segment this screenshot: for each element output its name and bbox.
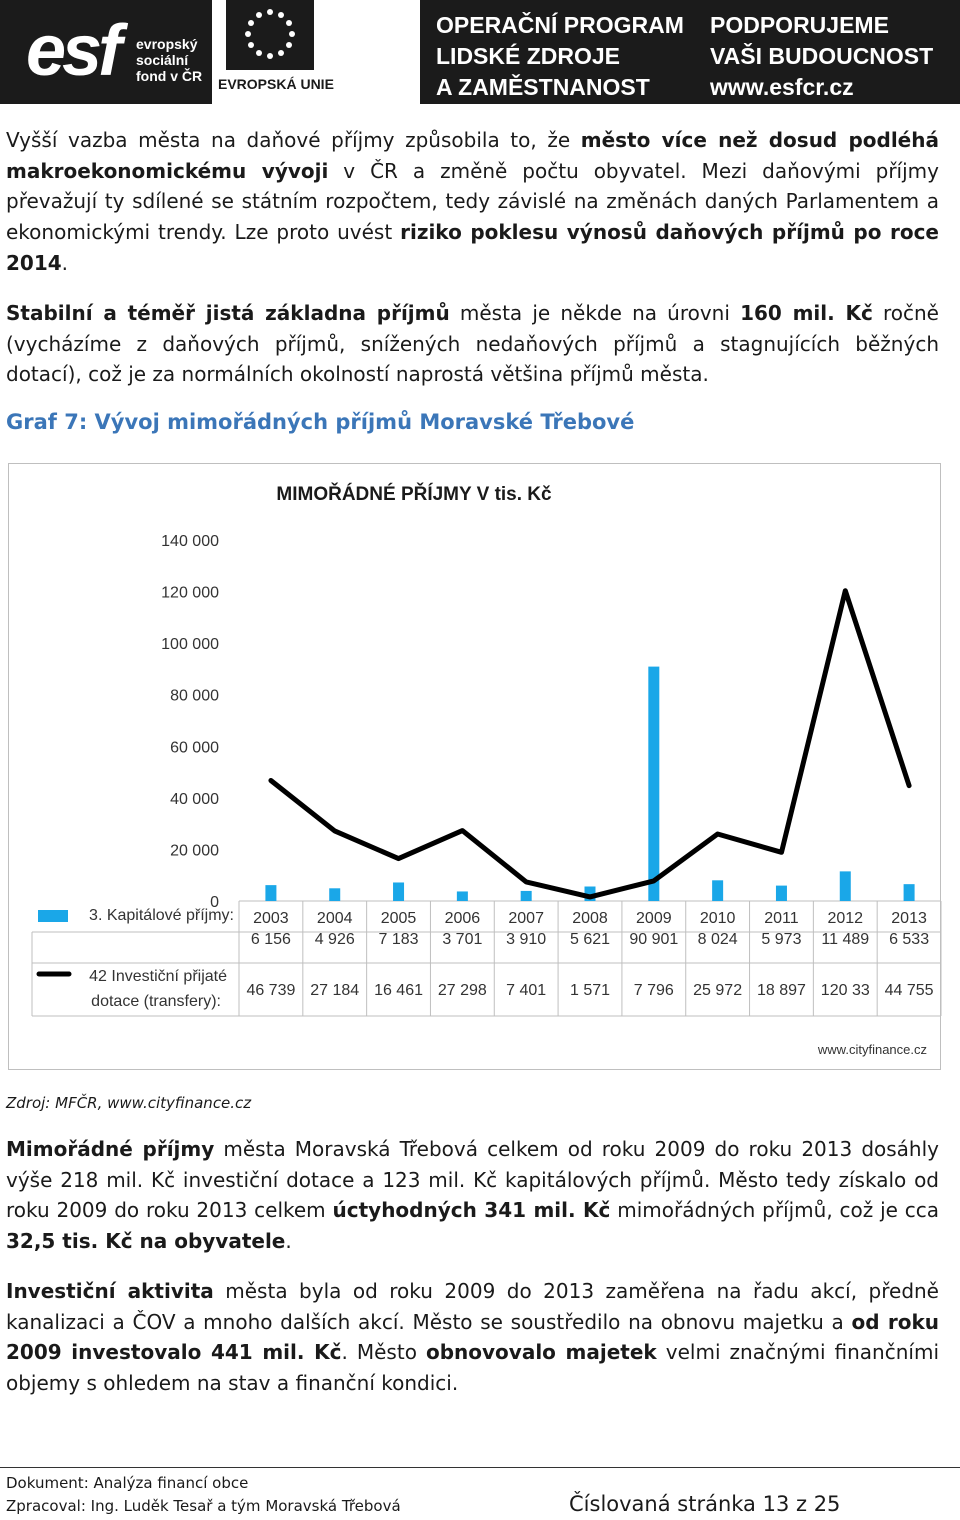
x-category-label: 2003	[253, 910, 289, 927]
emphasis: město více než dosud podléhá makroekonomickému vývoji	[6, 128, 939, 183]
emphasis: 32,5 tis. Kč na obyvatele	[6, 1229, 286, 1254]
chart-frame	[8, 463, 941, 1070]
x-category-label: 2008	[572, 910, 608, 927]
bar-value-label: 3 701	[442, 931, 483, 948]
legend-line-label: dotace (transfery):	[91, 993, 221, 1010]
text: města Moravská Třebová celkem od roku 2009 do roku 2013 dosáhly výše 218 mil. Kč investiční dotace a 123 mil. Kč kapitálových příjmů. Město tedy získalo od roku 2009 do roku 2013 celkem	[6, 1137, 940, 1223]
bar-value-label: 6 533	[889, 931, 930, 948]
support-slogan	[710, 10, 933, 103]
bar-value-label: 5 621	[569, 931, 611, 948]
emphasis: od roku 2009 investovalo 441 mil. Kč	[6, 1309, 939, 1365]
text: ročně (vycházíme z daňových příjmů, snížených nedaňových příjmů a stagnujících běžných dotací), což je za normálních okolností naprostá většina příjmů města.	[6, 301, 939, 387]
capital-income-bar	[648, 667, 659, 901]
legend-bar-label: 3. Kapitálové příjmy:	[89, 907, 234, 924]
paragraph-investment-activity	[6, 1276, 939, 1399]
bar-value-label: 6 156	[250, 931, 291, 948]
emphasis: riziko poklesu výnosů daňových příjmů po roce 2014	[6, 220, 939, 275]
slogan-line: PODPORUJEME	[710, 12, 889, 38]
line-value-label: 18 897	[756, 982, 806, 999]
line-value-label: 27 298	[437, 982, 487, 999]
investment-subsidy-line	[271, 591, 909, 897]
esf-text-line: sociální	[136, 52, 189, 68]
text: velmi značnými finančními objemy s ohledem na stav a finanční kondici.	[6, 1340, 940, 1396]
y-tick-label: 40 000	[170, 790, 219, 808]
chart-watermark: www.cityfinance.cz	[817, 1042, 927, 1057]
esf-logo-block	[0, 0, 212, 104]
y-tick-label: 60 000	[170, 739, 219, 757]
line-value-label: 25 972	[693, 982, 743, 999]
op-title-line: A ZAMĚSTNANOST	[436, 74, 650, 100]
slogan-line: VAŠI BUDOUCNOST	[710, 43, 934, 69]
emphasis: Mimořádné příjmy	[6, 1137, 215, 1161]
op-title-line: OPERAČNÍ PROGRAM	[436, 12, 684, 38]
eu-label: EVROPSKÁ UNIE	[218, 76, 334, 92]
footer-divider	[0, 1467, 960, 1468]
text: mimořádných příjmů, což je cca	[610, 1198, 939, 1223]
op-logo-block	[420, 0, 960, 104]
esf-logo: esf	[26, 11, 119, 91]
x-category-label: 2011	[764, 910, 799, 927]
eu-logo-block	[212, 0, 420, 104]
y-tick-label: 0	[210, 894, 219, 911]
text: .	[285, 1229, 292, 1254]
x-category-label: 2013	[891, 910, 927, 927]
footer-author: Zpracoval: Ing. Luděk Tesař a tým Moravská Třebová	[6, 1497, 401, 1515]
bar-value-label: 5 973	[761, 931, 802, 948]
line-value-label: 27 184	[310, 982, 360, 999]
capital-income-bar	[457, 891, 468, 901]
bar-value-label: 90 901	[629, 931, 679, 948]
text: města byla od roku 2009 do 2013 zaměřena na řadu akcí, předně kanalizaci a ČOV a mnoho dalších akcí. Město se soustředilo na obnovu majetku a	[6, 1279, 939, 1334]
footer-document: Dokument: Analýza financí obce	[6, 1474, 249, 1492]
y-tick-label: 120 000	[161, 584, 219, 602]
slogan-url: www.esfcr.cz	[710, 74, 854, 100]
bar-value-label: 4 926	[314, 931, 355, 948]
line-value-label: 1 571	[569, 982, 611, 999]
emphasis: Stabilní a téměř jistá základna příjmů	[6, 301, 450, 325]
emphasis: 160 mil. Kč	[740, 301, 873, 325]
eu-stars-icon	[226, 0, 314, 70]
esf-text-line: fond v ČR	[136, 68, 203, 84]
chart-title: MIMOŘÁDNÉ PŘÍJMY V tis. Kč	[276, 484, 552, 505]
bar-value-label: 7 183	[378, 931, 419, 948]
capital-income-bar	[521, 891, 532, 901]
text: . Město	[341, 1340, 426, 1365]
bar-value-label: 3 910	[506, 931, 547, 948]
capital-income-bar	[904, 884, 915, 901]
x-category-label: 2004	[316, 910, 353, 927]
capital-income-bar	[265, 885, 276, 901]
emphasis: obnovovalo majetek	[425, 1340, 657, 1365]
y-tick-label: 100 000	[161, 636, 219, 654]
graph-heading: Graf 7: Vývoj mimořádných příjmů Moravské Třebové	[6, 410, 635, 434]
paragraph-extraordinary-income	[6, 1134, 939, 1257]
paragraph-stable-income	[6, 298, 939, 390]
x-category-label: 2007	[508, 910, 544, 927]
x-category-label: 2012	[827, 910, 864, 927]
text: .	[61, 250, 69, 275]
footer-page-number: Číslovaná stránka 13 z 25	[569, 1492, 841, 1516]
op-title	[436, 10, 684, 103]
y-tick-label: 140 000	[161, 533, 219, 550]
capital-income-bar	[393, 882, 404, 901]
text: města je někde na úrovni	[449, 301, 741, 325]
capital-income-bar	[329, 888, 340, 901]
bar-value-label: 8 024	[697, 931, 738, 948]
esf-text-line: evropský	[136, 36, 198, 52]
emphasis: úctyhodných 341 mil. Kč	[332, 1198, 611, 1223]
line-value-label: 120 33	[820, 982, 870, 999]
line-value-label: 46 739	[246, 982, 296, 999]
line-value-label: 16 461	[374, 982, 424, 999]
x-category-label: 2009	[636, 910, 672, 927]
legend-bar-swatch	[38, 910, 68, 922]
x-category-label: 2006	[444, 910, 481, 927]
header-banner	[0, 0, 960, 104]
line-value-label: 7 796	[633, 982, 674, 999]
legend-line-label: 42 Investiční přijaté	[89, 968, 227, 985]
emphasis: Investiční aktivita	[6, 1279, 214, 1303]
extraordinary-income-chart	[9, 464, 942, 1071]
eu-flag-icon	[226, 0, 314, 70]
bar-value-label: 11 489	[821, 931, 870, 948]
capital-income-bar	[776, 886, 787, 901]
chart-source: Zdroj: MFČR, www.cityfinance.cz	[6, 1094, 252, 1112]
capital-income-bar	[840, 871, 851, 901]
x-category-label: 2005	[380, 910, 417, 927]
paragraph-tax-dependence	[6, 125, 939, 279]
y-tick-label: 80 000	[170, 687, 219, 705]
y-tick-label: 20 000	[170, 842, 219, 860]
line-value-label: 7 401	[506, 982, 547, 999]
capital-income-bar	[712, 880, 723, 901]
x-category-label: 2010	[699, 910, 736, 927]
esf-text	[136, 36, 202, 84]
text: v ČR a změně počtu obyvatel. Mezi daňovými příjmy převažují ty sdílené se státním rozpočtem, tedy závislé na změnách daných Parlamentem a ekonomickými trendy. Lze proto uvést	[6, 158, 939, 245]
text: Vyšší vazba města na daňové příjmy způsobila to, že	[6, 128, 581, 152]
op-title-line: LIDSKÉ ZDROJE	[436, 43, 621, 69]
line-value-label: 44 755	[884, 982, 934, 999]
